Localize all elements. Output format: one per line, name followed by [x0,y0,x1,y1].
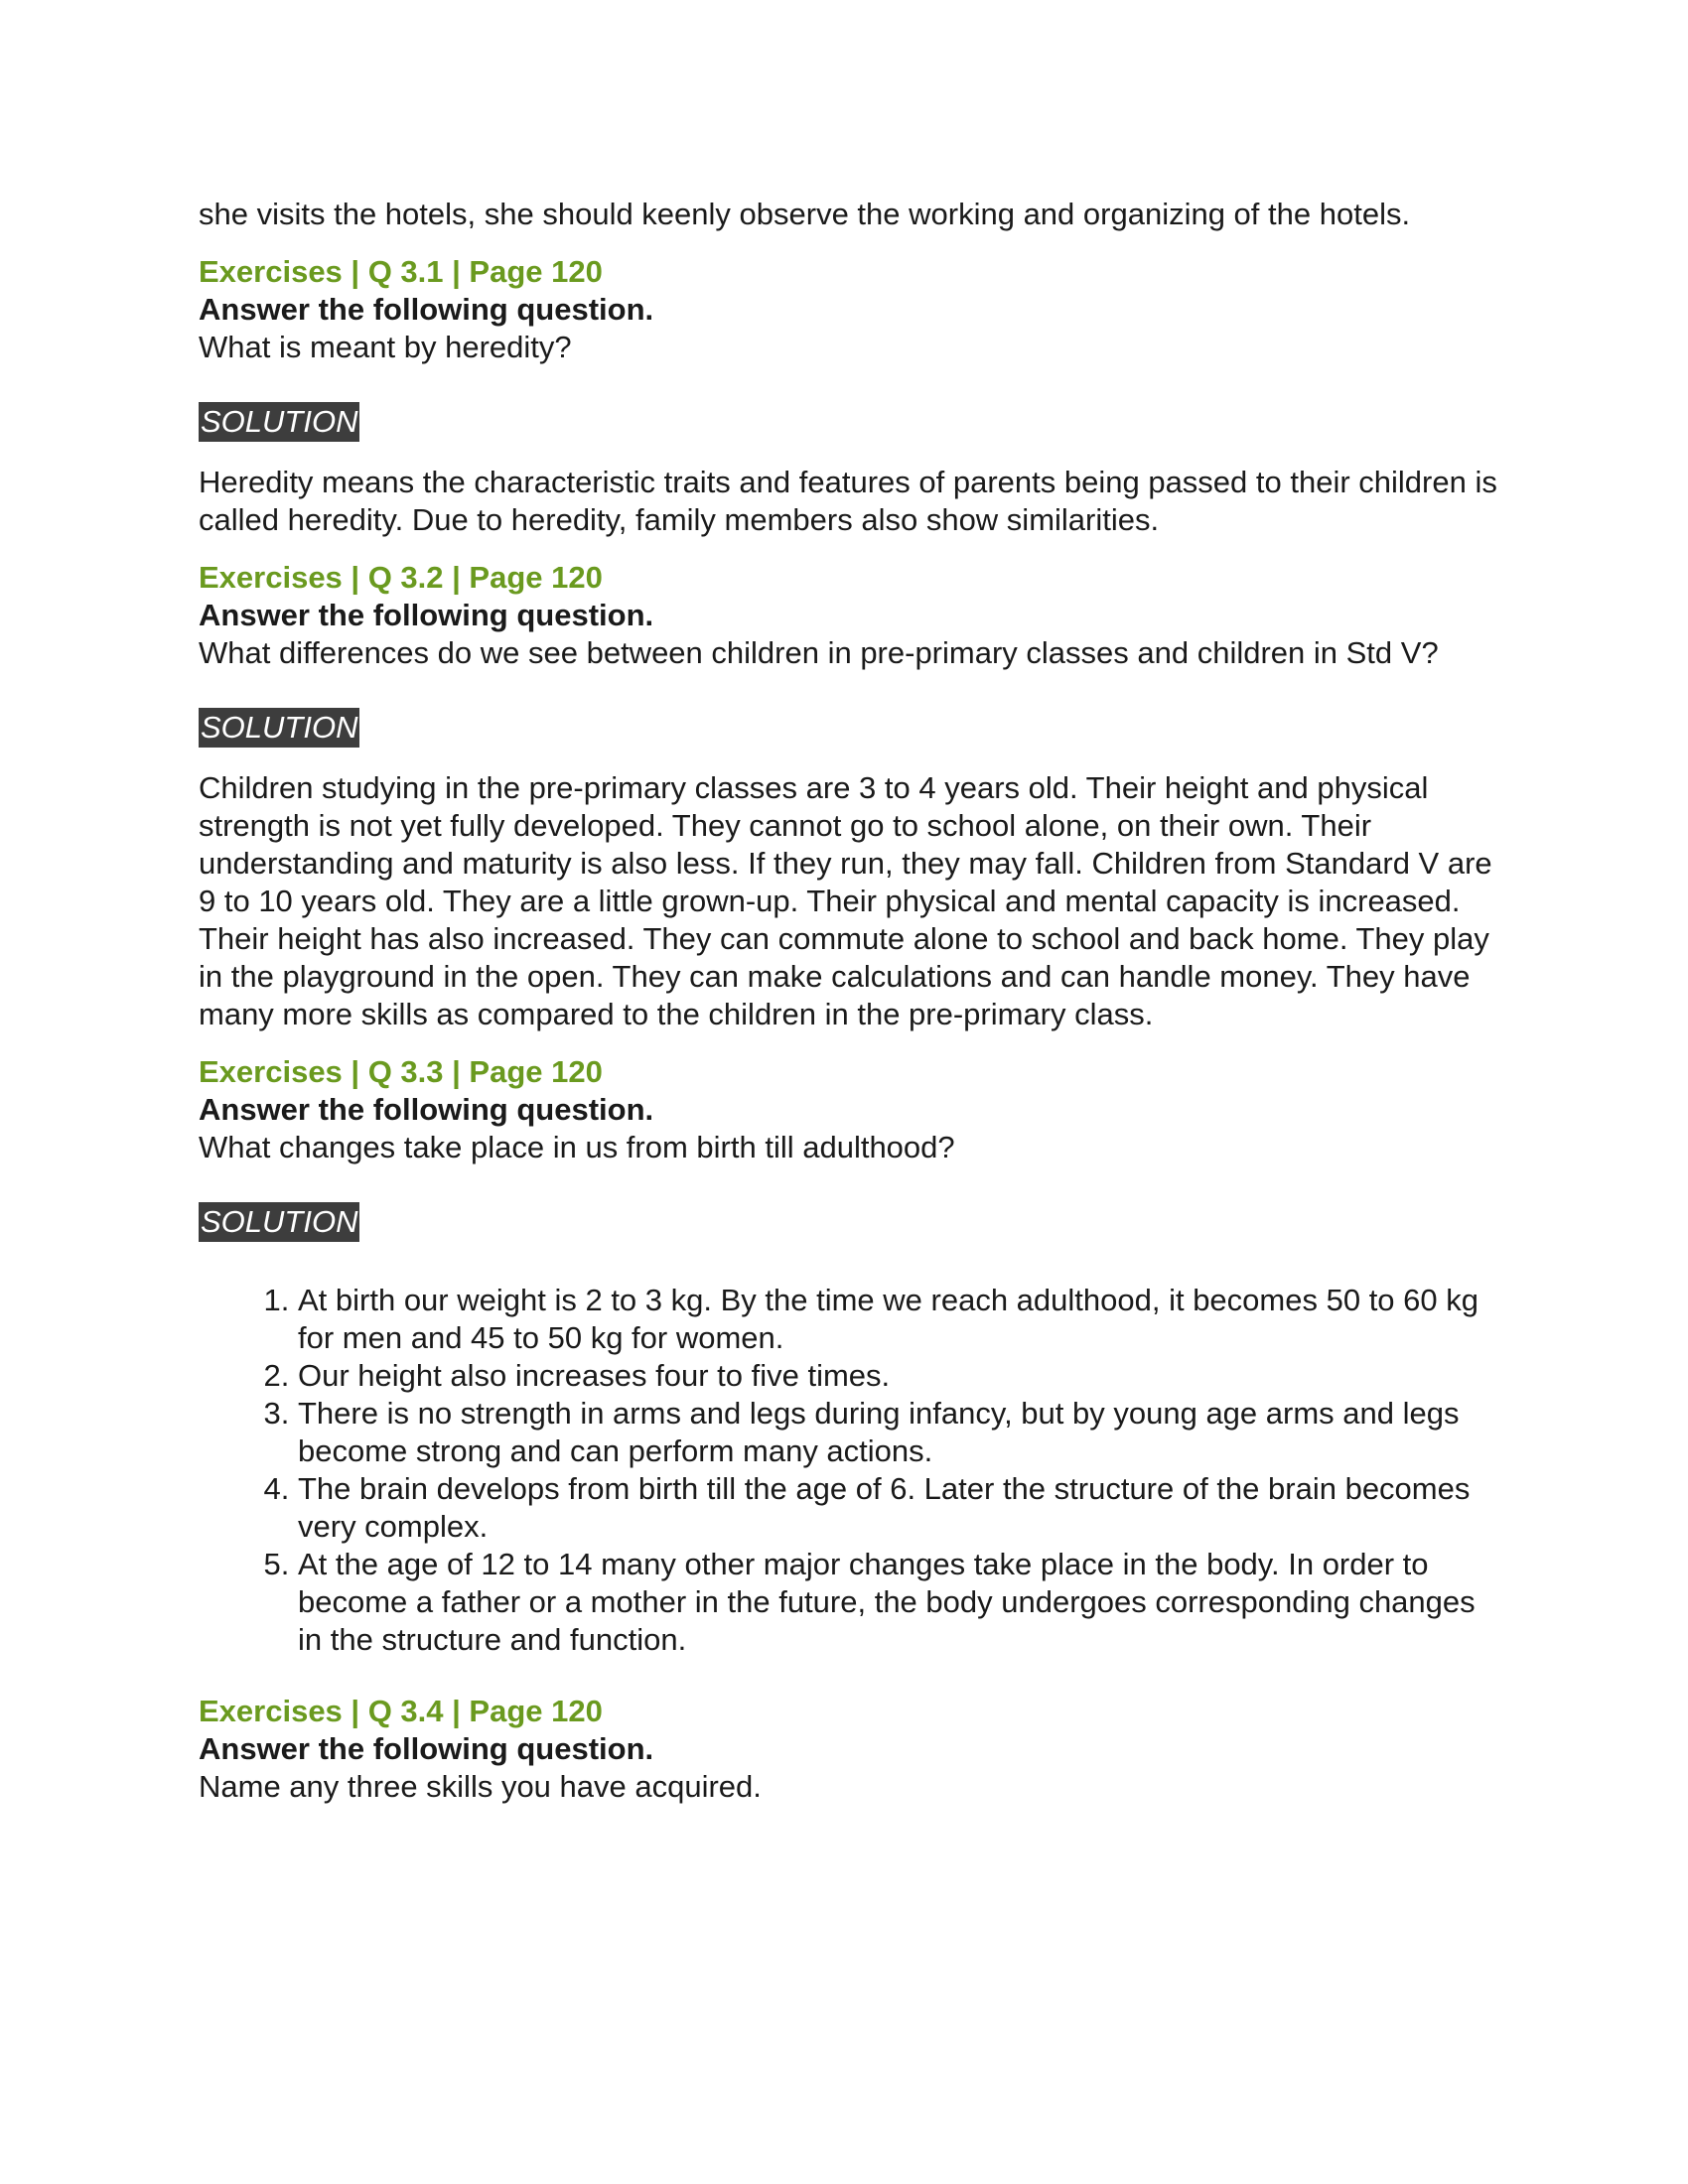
list-item: 3. There is no strength in arms and legs during infancy, but by young age arms and legs become strong and can perform many actions. [298,1395,1499,1470]
exercise-heading: Exercises | Q 3.2 | Page 120 [199,560,603,595]
instruction-text: Answer the following question. [199,1092,654,1127]
exercise-heading: Exercises | Q 3.4 | Page 120 [199,1694,603,1728]
instruction-text: Answer the following question. [199,1731,654,1766]
exercise-3-4 [199,1693,1499,1806]
solution-badge: SOLUTION [199,708,359,748]
exercise-heading: Exercises | Q 3.3 | Page 120 [199,1054,603,1089]
answer-text: Heredity means the characteristic traits and features of parents being passed to their children is called heredity. Due to heredity, family members also show similarities. [199,465,1497,537]
list-item: 1. At birth our weight is 2 to 3 kg. By the time we reach adulthood, it becomes 50 to 60 kg for men and 45 to 50 kg for women. [298,1282,1499,1357]
solution-badge: SOLUTION [199,402,359,442]
answer-list [199,1282,1499,1659]
solution-badge: SOLUTION [199,1202,359,1242]
list-item: 5. At the age of 12 to 14 many other major changes take place in the body. In order to become a father or a mother in the future, the body undergoes corresponding changes in the structure and function. [298,1546,1499,1659]
question-text: Name any three skills you have acquired. [199,1769,762,1804]
question-text: What changes take place in us from birth till adulthood? [199,1130,955,1164]
instruction-text: Answer the following question. [199,292,654,327]
intro-paragraph: she visits the hotels, she should keenly observe the working and organizing of the hotels. [199,197,1411,231]
question-text: What is meant by heredity? [199,330,572,364]
question-text: What differences do we see between children in pre-primary classes and children in Std V? [199,635,1439,670]
exercise-3-3 [199,1053,1499,1673]
exercise-heading: Exercises | Q 3.1 | Page 120 [199,254,603,289]
list-item: 4. The brain develops from birth till the age of 6. Later the structure of the brain becomes very complex. [298,1470,1499,1546]
exercise-3-1 [199,253,1499,539]
exercise-3-2 [199,559,1499,1033]
instruction-text: Answer the following question. [199,598,654,632]
list-spacer [199,1659,1499,1673]
answer-text: Children studying in the pre-primary classes are 3 to 4 years old. Their height and physical strength is not yet fully developed. They cannot go to school alone, on their own. Their understanding and maturity is also less. If they run, they may fall. Children from Standard V are 9 to 10 years old. They are a little grown-up. Their physical and mental capacity is increased. Their height has also increased. They can commute alone to school and back home. They play in the playground in the open. They can make calculations and can handle money. They have many more skills as compared to the children in the pre-primary class. [199,770,1492,1031]
list-item: 2. Our height also increases four to five times. [298,1357,1499,1395]
